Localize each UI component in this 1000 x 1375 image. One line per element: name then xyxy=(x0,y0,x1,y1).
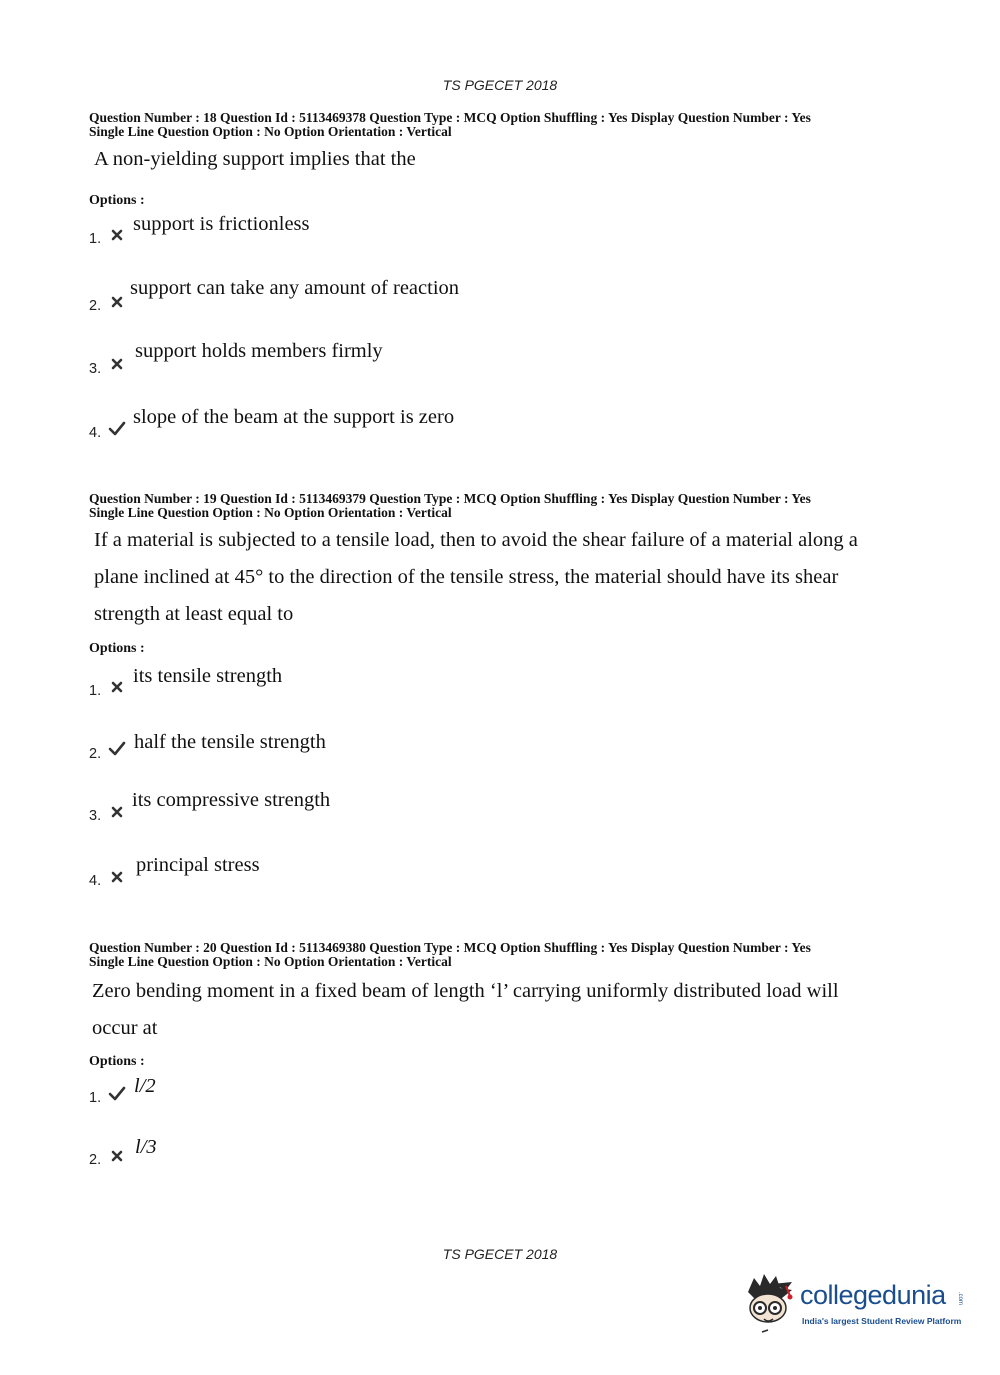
question-20-meta-line2: Single Line Question Option : No Option Orientation : Vertical xyxy=(89,954,452,969)
question-19-text-line: If a material is subjected to a tensile load, then to avoid the shear failure of a material along a xyxy=(94,529,858,551)
cross-icon xyxy=(109,1148,129,1166)
cross-icon xyxy=(109,294,129,312)
question-18-meta-line1: Question Number : 18 Question Id : 5113469378 Question Type : MCQ Option Shuffling : Yes Display Question Number : Yes xyxy=(89,110,811,125)
q20-option-2-text: l/3 xyxy=(135,1136,157,1158)
question-18-options-label: Options : xyxy=(89,193,145,208)
q20-option-1-number: 1. xyxy=(89,1090,102,1106)
question-20-text xyxy=(92,973,912,1047)
question-18-text-line: A non-yielding support implies that the xyxy=(94,148,416,170)
q20-option-2-number: 2. xyxy=(89,1152,102,1168)
cross-icon xyxy=(109,869,129,887)
logo-suffix: .com xyxy=(957,1292,963,1306)
question-18-text xyxy=(94,141,914,178)
question-18-meta-line2: Single Line Question Option : No Option Orientation : Vertical xyxy=(89,124,452,139)
q18-option-2-text: support can take any amount of reaction xyxy=(130,277,460,299)
question-19-options-label: Options : xyxy=(89,641,145,656)
q18-option-1-number: 1. xyxy=(89,231,102,247)
q19-option-3-text: its compressive strength xyxy=(132,789,331,811)
question-19-text xyxy=(94,522,914,633)
cross-icon xyxy=(109,679,129,697)
q19-option-2-number: 2. xyxy=(89,746,102,762)
question-19-meta xyxy=(89,492,949,520)
collegedunia-logo xyxy=(742,1268,972,1340)
logo-tagline: India's largest Student Review Platform xyxy=(802,1316,962,1326)
q18-option-3-text: support holds members firmly xyxy=(135,340,383,362)
mascot-icon xyxy=(742,1270,800,1336)
question-20-text-line: occur at xyxy=(92,1017,158,1039)
check-icon xyxy=(107,420,127,438)
question-19-text-line: plane inclined at 45° to the direction of the tensile stress, the material should have its shear xyxy=(94,566,839,588)
q19-option-1-number: 1. xyxy=(89,683,102,699)
header-title: TS PGECET 2018 xyxy=(442,77,558,93)
q19-option-2-text: half the tensile strength xyxy=(134,731,326,753)
q19-option-4-number: 4. xyxy=(89,873,102,889)
question-18-meta xyxy=(89,111,949,139)
q18-option-3-number: 3. xyxy=(89,361,102,377)
q19-option-3-number: 3. xyxy=(89,808,102,824)
check-icon xyxy=(107,740,127,758)
question-19-text-line: strength at least equal to xyxy=(94,603,294,625)
cross-icon xyxy=(109,227,129,245)
logo-wordmark: collegedunia xyxy=(800,1280,946,1310)
cross-icon xyxy=(109,356,129,374)
q19-option-4-text: principal stress xyxy=(136,854,260,876)
q18-option-4-text: slope of the beam at the support is zero xyxy=(133,406,455,428)
q18-option-1-text: support is frictionless xyxy=(133,213,310,235)
question-20-meta-line1: Question Number : 20 Question Id : 5113469380 Question Type : MCQ Option Shuffling : Yes Display Question Number : Yes xyxy=(89,940,811,955)
cross-icon xyxy=(109,804,129,822)
question-20-options-label: Options : xyxy=(89,1054,145,1069)
q18-option-2-number: 2. xyxy=(89,298,102,314)
check-icon xyxy=(107,1085,127,1103)
question-19-meta-line1: Question Number : 19 Question Id : 5113469379 Question Type : MCQ Option Shuffling : Yes Display Question Number : Yes xyxy=(89,491,811,506)
q19-option-1-text: its tensile strength xyxy=(133,665,283,687)
q20-option-1-text: l/2 xyxy=(134,1075,156,1097)
question-20-text-line: Zero bending moment in a fixed beam of length ‘l’ carrying uniformly distributed load will xyxy=(92,980,839,1002)
question-20-meta xyxy=(89,941,949,969)
footer-title: TS PGECET 2018 xyxy=(442,1246,558,1262)
question-19-meta-line2: Single Line Question Option : No Option Orientation : Vertical xyxy=(89,505,452,520)
q18-option-4-number: 4. xyxy=(89,425,102,441)
